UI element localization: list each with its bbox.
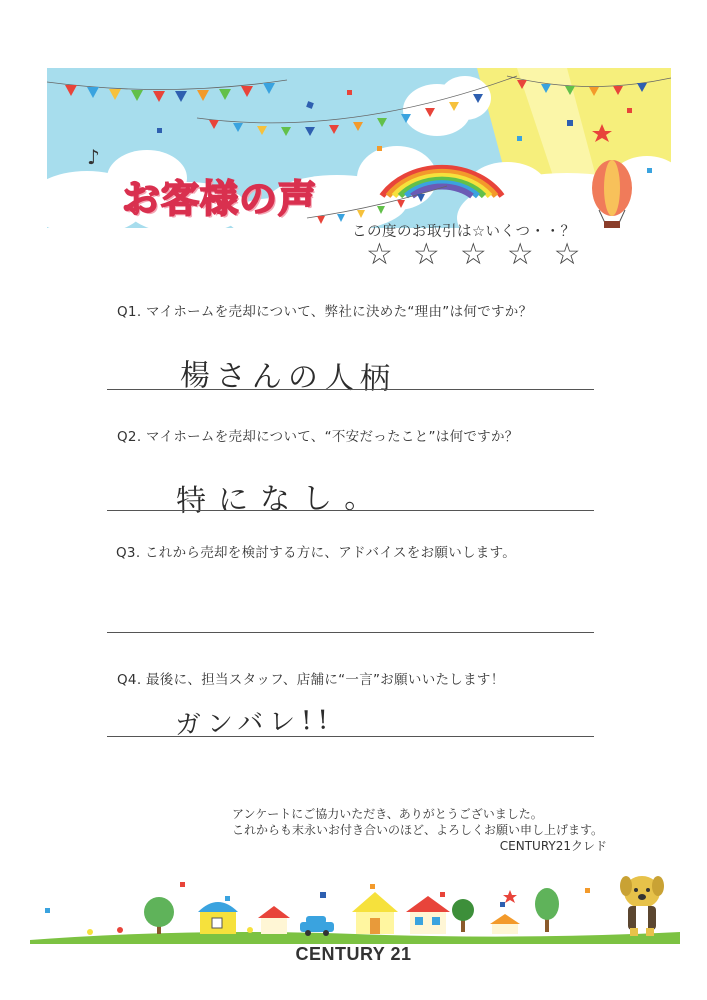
rating-question: この度のお取引は☆いくつ・・？ — [352, 224, 576, 240]
star-rating — [366, 237, 581, 272]
question-2-answer: 特になし。 — [175, 480, 387, 519]
tree-icon — [144, 897, 174, 934]
question-4-answer: ガンバレ!! — [174, 705, 335, 741]
house-icon — [352, 892, 398, 934]
house-icon — [490, 914, 520, 934]
tree-icon — [452, 899, 474, 932]
question-4-label: Q4. 最後に、担当スタッフ、店舗に“一言”お願いいたします！ — [117, 672, 505, 688]
house-icon — [406, 896, 450, 934]
answer-line — [107, 389, 594, 390]
answer-line — [107, 510, 594, 511]
thanks-line-2: これからも末永いお付き合いのほど、よろしくお願い申し上げます。 — [232, 823, 604, 837]
thanks-message — [232, 806, 632, 854]
answer-line — [107, 736, 594, 737]
house-icon — [258, 906, 290, 934]
star-icon: ☆ — [553, 237, 581, 272]
question-2-label: Q2. マイホームを売却について、“不安だったこと”は何ですか？ — [117, 429, 519, 445]
question-3-label: Q3. これから売却を検討する方に、アドバイスをお願いします。 — [116, 545, 517, 561]
star-icon: ☆ — [459, 237, 487, 272]
page-title: お客様の声 — [122, 177, 318, 221]
brand-logo-text: CENTURY 21 — [295, 944, 412, 964]
star-icon: ☆ — [506, 237, 534, 272]
question-1-answer: 楊さんの人柄 — [179, 358, 397, 397]
town-scene-art — [30, 862, 680, 944]
town-illustration — [30, 862, 680, 944]
answer-line — [107, 632, 594, 633]
thanks-line-1: アンケートにご協力いただき、ありがとうございました。 — [232, 807, 543, 821]
company-signature: CENTURY21クレド — [499, 839, 607, 853]
tree-icon — [535, 888, 559, 932]
music-note-icon: ♪ — [87, 145, 100, 169]
mascot-dog-icon — [620, 876, 664, 936]
star-icon: ☆ — [366, 237, 393, 272]
grass — [30, 932, 680, 944]
house-icon — [198, 902, 238, 934]
star-icon: ☆ — [412, 237, 440, 272]
question-1-label: Q1. マイホームを売却について、弊社に決めた“理由”は何ですか？ — [117, 304, 533, 320]
